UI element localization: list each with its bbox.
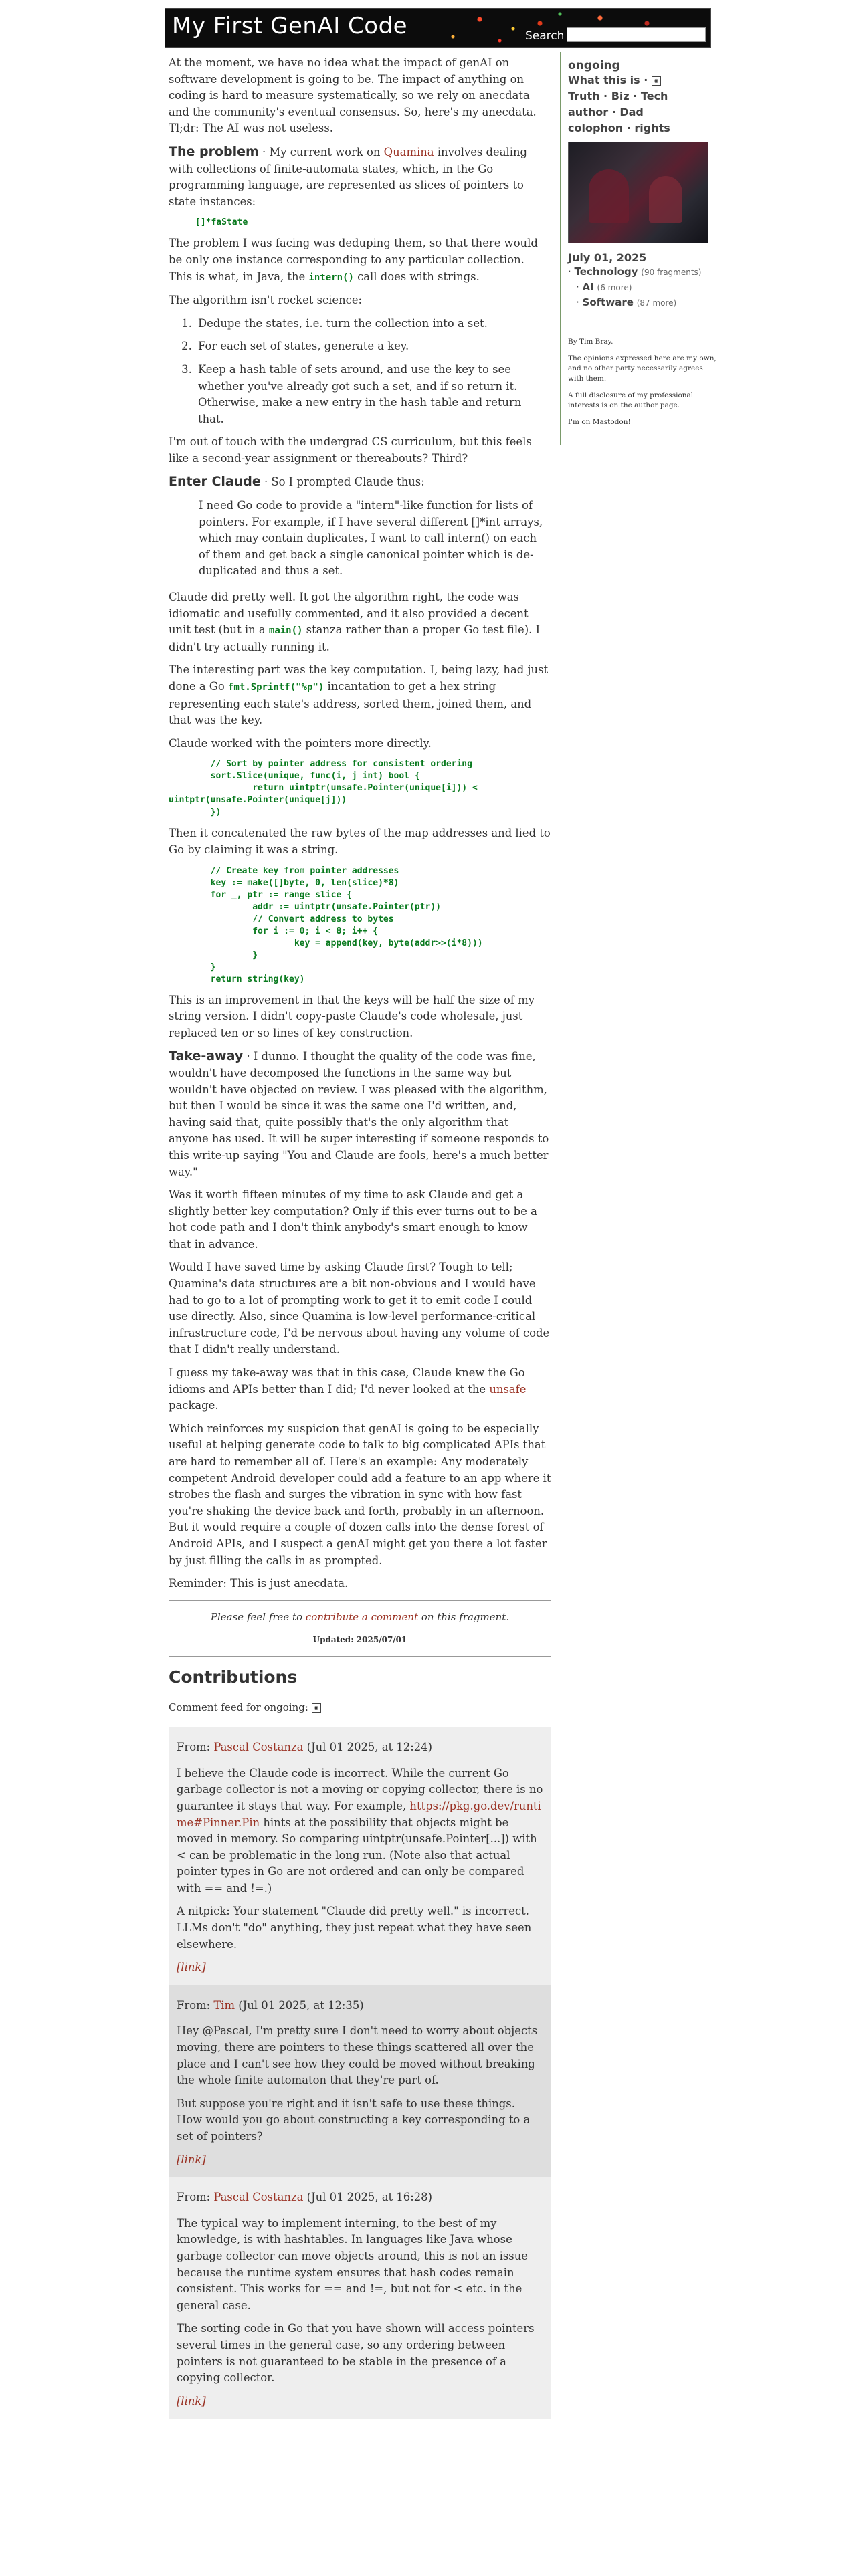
curriculum-paragraph: I'm out of touch with the undergrad CS curriculum, but this feels like a second-year assignment or thereabouts? Third? [169, 435, 532, 465]
divider [169, 1600, 551, 1601]
inline-code: fmt.Sprintf("%p") [227, 682, 324, 693]
list-item: 1. Dedupe the states, i.e. turn the collection into a set. [195, 316, 551, 332]
comment-text: The sorting code in Go that you have shown will access pointers several times in the general case, so any ordering between pointers is not guaranteed to be stable in the presence of a copying collector. [177, 2322, 535, 2385]
reinforce-paragraph: Which reinforces my suspicion that genAI is going to be especially useful at helping generate code to talk to big complicated APIs that are hard to remember all of. Here's an example: Any moderately competent Android developer could add a feature to an app where it strobes the flash and surges the vibration in sync with how fast you're shaking the device back and forth, probably in an afternoon. But it would require a couple of dozen calls into the dense forest of Android APIs, and I suspect a genAI might get you there a lot faster by just filling the calls in as prompted. [169, 1422, 551, 1567]
rss-icon[interactable]: ◉ [652, 76, 661, 86]
sidebar-site-name[interactable]: ongoing [568, 59, 620, 72]
nav-truth[interactable]: Truth [568, 90, 600, 102]
category-item[interactable]: · AI (6 more) [576, 281, 632, 293]
mastodon-link[interactable]: I'm on Mastodon! [568, 418, 631, 426]
pinner-link[interactable]: https://pkg.go.dev/runtime#Pinner.Pin [177, 1799, 541, 1829]
comment-author-link[interactable]: Tim [213, 1998, 235, 2012]
sidebar-nav: What this is · ◉ Truth · Biz · Tech author · Dad colophon · rights [568, 74, 670, 134]
category-item[interactable]: · Software (87 more) [576, 296, 677, 308]
algorithm-steps [169, 316, 551, 428]
nav-biz[interactable]: Biz [611, 90, 630, 102]
list-item: 3. Keep a hash table of sets around, and use the key to see whether you've already got such a set, and if so return it. Otherwise, make a new entry in the hash table and return that. [195, 362, 551, 427]
comment-text: I believe the Claude code is incorrect. While the current Go garbage collector is not a moving or copying collector, there is no guarantee it stays that way. For example, https://pkg.go.dev/runtime#Pinner.Pin hints at the possibility that objects might be moved in memory. So comparing uintptr(unsafe.Pointer[...]) with < can be problematic in the long run. (Note also that actual pointer types in Go are not ordered and can only be compared with == and !=.) [177, 1766, 543, 1895]
category-item[interactable]: · Technology (90 fragments) [568, 265, 702, 278]
post-date: July 01, 2025 [568, 251, 647, 264]
comment-author-link[interactable]: Pascal Costanza [213, 2191, 304, 2204]
comment-from: From: Pascal Costanza (Jul 01 2025, at 16:28) [177, 2191, 432, 2204]
nav-colophon[interactable]: colophon [568, 122, 624, 134]
code-block: []*faState [195, 217, 248, 228]
fifteen-paragraph: Was it worth fifteen minutes of my time to ask Claude and get a slightly better key computation? Only if this ever turns out to be a hot code path and I don't think anybody's smart enough to know that in advance. [169, 1188, 537, 1251]
comment [169, 1727, 551, 1985]
comment-text: Hey @Pascal, I'm pretty sure I don't need to worry about objects moving, there are pointers to these things scattered all over the place and I can't see how they could be moved without breaking the whole finite automaton that they're part of. [177, 2024, 538, 2087]
comment [169, 2177, 551, 2419]
list-item: 2. For each set of states, generate a key. [195, 338, 551, 355]
comment-feed-line: Comment feed for ongoing: ◉ [169, 1699, 551, 1716]
inline-code: intern() [308, 272, 354, 283]
nav-tech[interactable]: Tech [640, 90, 668, 102]
disclaimer: The opinions expressed here are my own, and no other party necessarily agrees with them. [568, 354, 717, 383]
code-block: // Create key from pointer addresses key := make([]byte, 0, len(slice)*8) for _, ptr := range slice { addr := uintptr(unsafe.Pointer(ptr)) // Convert address to bytes for i := 0; i < 8; i++ { key = append(key, byte(addr>>(i*8))) } } return string(key) [210, 865, 483, 984]
dedup-paragraph: The problem I was facing was deduping them, so that there would be only one instance corresponding to any particular collection. This is what, in Java, the intern() call does with strings. [169, 237, 538, 283]
sidebar-photo [568, 142, 708, 243]
section-heading: The problem [169, 144, 259, 159]
prompt-quote: I need Go code to provide a "intern"-like function for lists of pointers. For example, if I have several different []*int arrays, which may contain duplicates, I want to call intern() on each of them and get back a single canonical pointer which is de-duplicated and thus a set. [199, 499, 543, 578]
comment [169, 1985, 551, 2177]
rss-icon[interactable]: ◉ [312, 1703, 321, 1713]
site-banner [165, 8, 711, 48]
feel-free-line: Please feel free to contribute a comment on this fragment. [210, 1610, 510, 1623]
updated-date: Updated: 2025/07/01 [312, 1635, 407, 1645]
concat-paragraph: Then it concatenated the raw bytes of the map addresses and lied to Go by claiming it was a string. [169, 827, 551, 856]
nav-dad[interactable]: Dad [619, 106, 644, 118]
nav-rights[interactable]: rights [634, 122, 670, 134]
comment-permalink[interactable]: [link] [177, 2153, 206, 2166]
guess-paragraph: I guess my take-away was that in this case, Claude knew the Go idioms and APIs better than I did; I'd never looked at the unsafe package. [169, 1366, 527, 1412]
search-label: Search [525, 29, 565, 43]
saved-paragraph: Would I have saved time by asking Claude first? Tough to tell; Quamina's data structures are a bit non-obvious and I would have had to go to a lot of prompting work to get it to emit code I could use directly. Also, since Quamina is low-level performance-critical infrastructure code, I'd be nervous about having any volume of code that I didn't really understand. [169, 1261, 550, 1356]
section-heading: Take-away [169, 1049, 244, 1064]
key-paragraph: The interesting part was the key computation. I, being lazy, had just done a Go fmt.Sprintf("%p") incantation to get a hex string representing each state's address, sorted them, joined them, and that was the key. [169, 663, 549, 727]
enter-claude-paragraph: Enter Claude · So I prompted Claude thus: [169, 474, 425, 490]
code-block: // Sort by pointer address for consistent ordering sort.Slice(unique, func(i, j int) bool { return uintptr(unsafe.Pointer(unique[i])) < uintptr(unsafe.Pointer(unique[j])) }) [169, 759, 478, 818]
contributions-heading: Contributions [169, 1667, 298, 1687]
pretty-well-paragraph: Claude did pretty well. It got the algorithm right, the code was idiomatic and usefully commented, and it also provided a decent unit test (but in a main() stanza rather than a proper Go test file). I didn't try actually running it. [169, 591, 541, 653]
page-title[interactable]: My First GenAI Code [172, 13, 408, 39]
section-heading: Enter Claude [169, 474, 261, 490]
nav-what-this-is[interactable]: What this is [568, 74, 640, 86]
sidebar [560, 52, 718, 445]
quamina-link[interactable]: Quamina [383, 145, 434, 158]
article [169, 55, 551, 2419]
comment-from: From: Pascal Costanza (Jul 01 2025, at 12:24) [177, 1741, 432, 1754]
divider [169, 1656, 551, 1657]
improve-paragraph: This is an improvement in that the keys will be half the size of my string version. I didn't copy-paste Claude's code wholesale, just replaced ten or so lines of key construction. [169, 993, 535, 1039]
search-input[interactable] [567, 27, 706, 42]
comment-permalink[interactable]: [link] [177, 2394, 206, 2407]
intro-paragraph: At the moment, we have no idea what the impact of genAI on software development is going to be. The impact of anything on coding is hard to measure systematically, so we rely on anecdata and the community's eventual consensus. So, here's my anecdata. Tl;dr: The AI was not useless. [169, 56, 537, 135]
comment-text: But suppose you're right and it isn't safe to use these things. How would you go about constructing a key corresponding to a set of pointers? [177, 2097, 531, 2143]
nav-author[interactable]: author [568, 106, 609, 118]
contribute-comment-link[interactable]: contribute a comment [305, 1610, 419, 1623]
reminder-paragraph: Reminder: This is just anecdata. [169, 1577, 349, 1590]
comment-author-link[interactable]: Pascal Costanza [213, 1741, 304, 1754]
unsafe-link[interactable]: unsafe [489, 1382, 527, 1396]
pointers-paragraph: Claude worked with the pointers more directly. [169, 736, 432, 750]
comment-from: From: Tim (Jul 01 2025, at 12:35) [177, 1998, 364, 2012]
algo-paragraph: The algorithm isn't rocket science: [169, 294, 363, 307]
byline: By Tim Bray. [568, 338, 613, 346]
comment-permalink[interactable]: [link] [177, 1961, 206, 1974]
comment-text: The typical way to implement interning, to the best of my knowledge, is with hashtables. In languages like Java whose garbage collector can move objects around, this is not an issue because the runtime system ensures that hash codes remain consistent. This works for == and !=, but not for < etc. in the general case. [177, 2216, 528, 2312]
takeaway-paragraph: Take-away · I dunno. I thought the quality of the code was fine, wouldn't have decomposed the functions in the same way but wouldn't have objected on review. I was pleased with the algorithm, but then I would be since it was the same one I'd written, and, having said that, quite possibly that's the only algorithm that anyone has used. It will be super interesting if someone responds to this write-up saying "You and Claude are fools, here's a much better way." [169, 1049, 549, 1178]
comment-text: A nitpick: Your statement "Claude did pretty well." is incorrect. LLMs don't "do" anything, they just repeat what they have seen elsewhere. [177, 1905, 532, 1951]
problem-paragraph: The problem · My current work on Quamina involves dealing with collections of finite-automata states, which, in the Go programming language, are represented as slices of pointers to state instances: [169, 144, 528, 208]
inline-code: main() [268, 625, 303, 637]
disclosure: A full disclosure of my professional interests is on the author page. [568, 391, 694, 409]
